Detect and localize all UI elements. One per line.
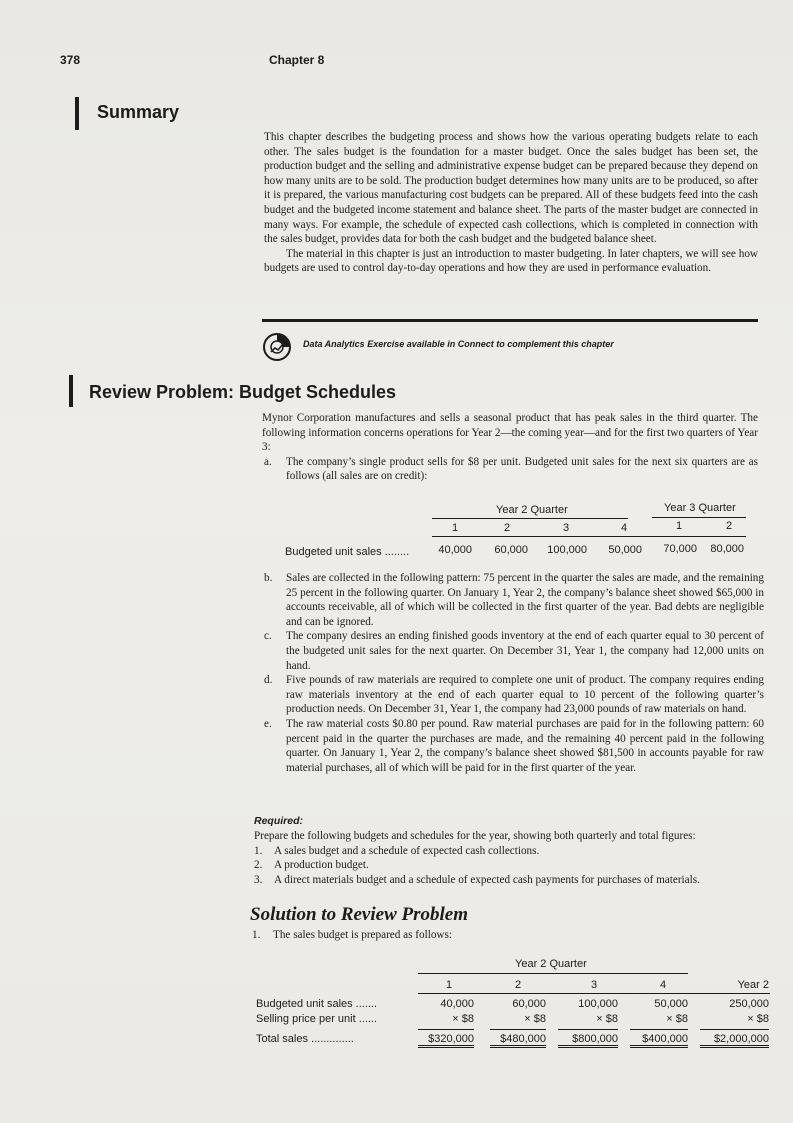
review-intro-block <box>262 411 758 484</box>
item-marker: b. <box>264 572 273 584</box>
table-cell: 50,000 <box>654 998 688 1010</box>
column-header: 1 <box>445 979 453 991</box>
group-underline <box>652 517 746 518</box>
column-header: 4 <box>659 979 667 991</box>
review-heading: Review Problem: Budget Schedules <box>89 382 397 402</box>
review-intro: Mynor Corporation manufactures and sells a seasonal product that has peak sales in the third quarter. The following information concerns operations for Year 2—the coming year—and for the first two quarters of Year 3: <box>262 412 758 454</box>
item-text: The company desires an ending finished goods inventory at the end of each quarter equal to 30 percent of the budgeted unit sales for the next quarter. On December 31, Year 1, the company had 12,000 units on hand. <box>286 630 764 672</box>
chapter-label: Chapter 8 <box>269 53 325 67</box>
data-analytics-icon <box>261 331 293 363</box>
summary-paragraph: This chapter describes the budgeting process and shows how the various operating budgets relate to each other. The sales budget is the foundation for a master budget. Once the sales budget has been set, the production budget and the selling and administrative expense budget can be prepared because they depend on how many units are to be sold. The production budget determines how many units are to be produced, so after it is prepared, the various manufacturing cost budgets can be prepared. All of these budgets feed into the cash budget and the budgeted income statement and balance sheet. The parts of the master budget are connected in many ways. For example, the schedule of expected cash collections, which is completed in connection with the sales budget, provides data for both the cash budget and the budgeted balance sheet. <box>264 131 758 246</box>
required-text: Prepare the following budgets and schedules for the year, showing both quarterly and total figures: <box>254 830 696 842</box>
item-marker: e. <box>264 717 272 730</box>
cell-underline <box>558 1029 618 1030</box>
item-text: The company’s single product sells for $8 per unit. Budgeted unit sales for the next six quarters are as follows (all sales are on credit): <box>286 455 758 483</box>
row-label: Budgeted unit sales ........ <box>285 546 410 558</box>
summary-body <box>264 130 758 276</box>
group-underline <box>432 518 628 519</box>
item-marker: a. <box>264 455 272 468</box>
requirement-item-d <box>262 673 764 717</box>
quarter-header: 4 <box>620 522 628 534</box>
row-label: Selling price per unit ...... <box>256 1013 378 1025</box>
table-cell: $480,000 <box>490 1033 546 1048</box>
table-cell: 50,000 <box>608 544 642 556</box>
item-text: Sales are collected in the following pattern: 75 percent in the quarter the sales are made, and the remaining 25 percent in the following quarter. On January 1, Year 2, the company’s balance sheet showed $65,000 in accounts receivable, all of which will be collected in the first quarter of the year. Bad debts are negligible and can be ignored. <box>286 572 764 628</box>
quarter-header: 3 <box>562 522 570 534</box>
quarter-header: 1 <box>451 522 459 534</box>
summary-paragraph: The material in this chapter is just an introduction to master budgeting. In later chapters, we will see how budgets are used to control day-to-day operations and how they are used in performance evaluation. <box>264 247 758 275</box>
quarter-header: 2 <box>725 520 733 532</box>
row-label: Total sales .............. <box>256 1033 354 1045</box>
table-cell: × $8 <box>596 1013 618 1025</box>
table-cell: 80,000 <box>710 543 744 555</box>
data-analytics-note: Data Analytics Exercise available in Connect to complement this chapter <box>303 339 614 349</box>
review-section-bar <box>69 375 73 407</box>
section-divider <box>262 319 758 322</box>
table-group-header-year2: Year 2 Quarter <box>496 504 568 516</box>
item-marker: 1. <box>254 844 263 857</box>
item-text: A direct materials budget and a schedule of expected cash payments for purchases of materials. <box>274 873 700 886</box>
quarter-header: 1 <box>675 520 683 532</box>
item-marker: 2. <box>254 859 263 872</box>
header-underline <box>432 536 746 537</box>
cell-underline <box>700 1029 769 1030</box>
table-cell: 100,000 <box>578 998 618 1010</box>
item-marker: c. <box>264 630 272 643</box>
solution-step-text: The sales budget is prepared as follows: <box>273 929 452 941</box>
table-cell: × $8 <box>452 1013 474 1025</box>
requirement-item-a <box>262 455 758 484</box>
column-header: 3 <box>590 979 598 991</box>
table-cell: × $8 <box>666 1013 688 1025</box>
table-cell: × $8 <box>524 1013 546 1025</box>
table-cell: $400,000 <box>630 1033 688 1048</box>
column-header: 2 <box>514 979 522 991</box>
item-text: The raw material costs $0.80 per pound. Raw material purchases are paid for in the following pattern: 60 percent paid in the quarter the purchases are made, and the remaining 40 percent paid in the following quarter. On January 1, Year 2, the company’s balance sheet showed $81,500 in accounts payable for raw material purchases, all of which will be paid for in the first quarter of the year. <box>286 717 764 774</box>
table-cell: $800,000 <box>558 1033 618 1048</box>
table-cell: 60,000 <box>494 544 528 556</box>
item-marker: 3. <box>254 873 263 886</box>
review-items-block <box>262 571 764 775</box>
page-number: 378 <box>60 53 81 67</box>
item-text: Five pounds of raw materials are required to complete one unit of product. The company requires ending raw materials inventory at the end of each quarter equal to 10 percent of the following quarter’s production needs. On December 31, Year 1, the company had 23,000 pounds of raw materials on hand. <box>286 674 764 716</box>
item-marker: d. <box>264 674 273 687</box>
item-text: A production budget. <box>274 859 369 872</box>
summary-section-bar <box>75 97 79 130</box>
table-cell: 60,000 <box>512 998 546 1010</box>
quarter-header: 2 <box>503 522 511 534</box>
solution-heading: Solution to Review Problem <box>250 904 468 925</box>
required-item <box>254 844 774 859</box>
cell-underline <box>490 1029 546 1030</box>
table-cell: 40,000 <box>440 998 474 1010</box>
required-item <box>254 858 774 873</box>
header-underline <box>418 993 770 994</box>
column-header: Year 2 <box>737 979 769 991</box>
row-label: Budgeted unit sales ....... <box>256 998 378 1010</box>
table-cell: 70,000 <box>663 543 697 555</box>
table-group-header: Year 2 Quarter <box>515 958 587 970</box>
table-cell: 100,000 <box>547 544 587 556</box>
table-cell: $320,000 <box>418 1033 474 1048</box>
requirement-item-e <box>262 717 764 775</box>
required-block <box>254 829 774 887</box>
requirement-item-b <box>262 571 764 629</box>
table-cell: $2,000,000 <box>700 1033 769 1048</box>
cell-underline <box>418 1029 474 1030</box>
table-cell: 40,000 <box>438 544 472 556</box>
solution-step-number: 1. <box>252 929 261 941</box>
required-item <box>254 873 774 888</box>
group-underline <box>418 973 688 974</box>
table-group-header-year3: Year 3 Quarter <box>664 502 736 514</box>
summary-heading: Summary <box>97 102 180 122</box>
table-cell: 250,000 <box>729 998 769 1010</box>
table-cell: × $8 <box>747 1013 769 1025</box>
item-text: A sales budget and a schedule of expected cash collections. <box>274 844 540 857</box>
required-label: Required: <box>254 815 304 827</box>
cell-underline <box>630 1029 688 1030</box>
requirement-item-c <box>262 629 764 673</box>
